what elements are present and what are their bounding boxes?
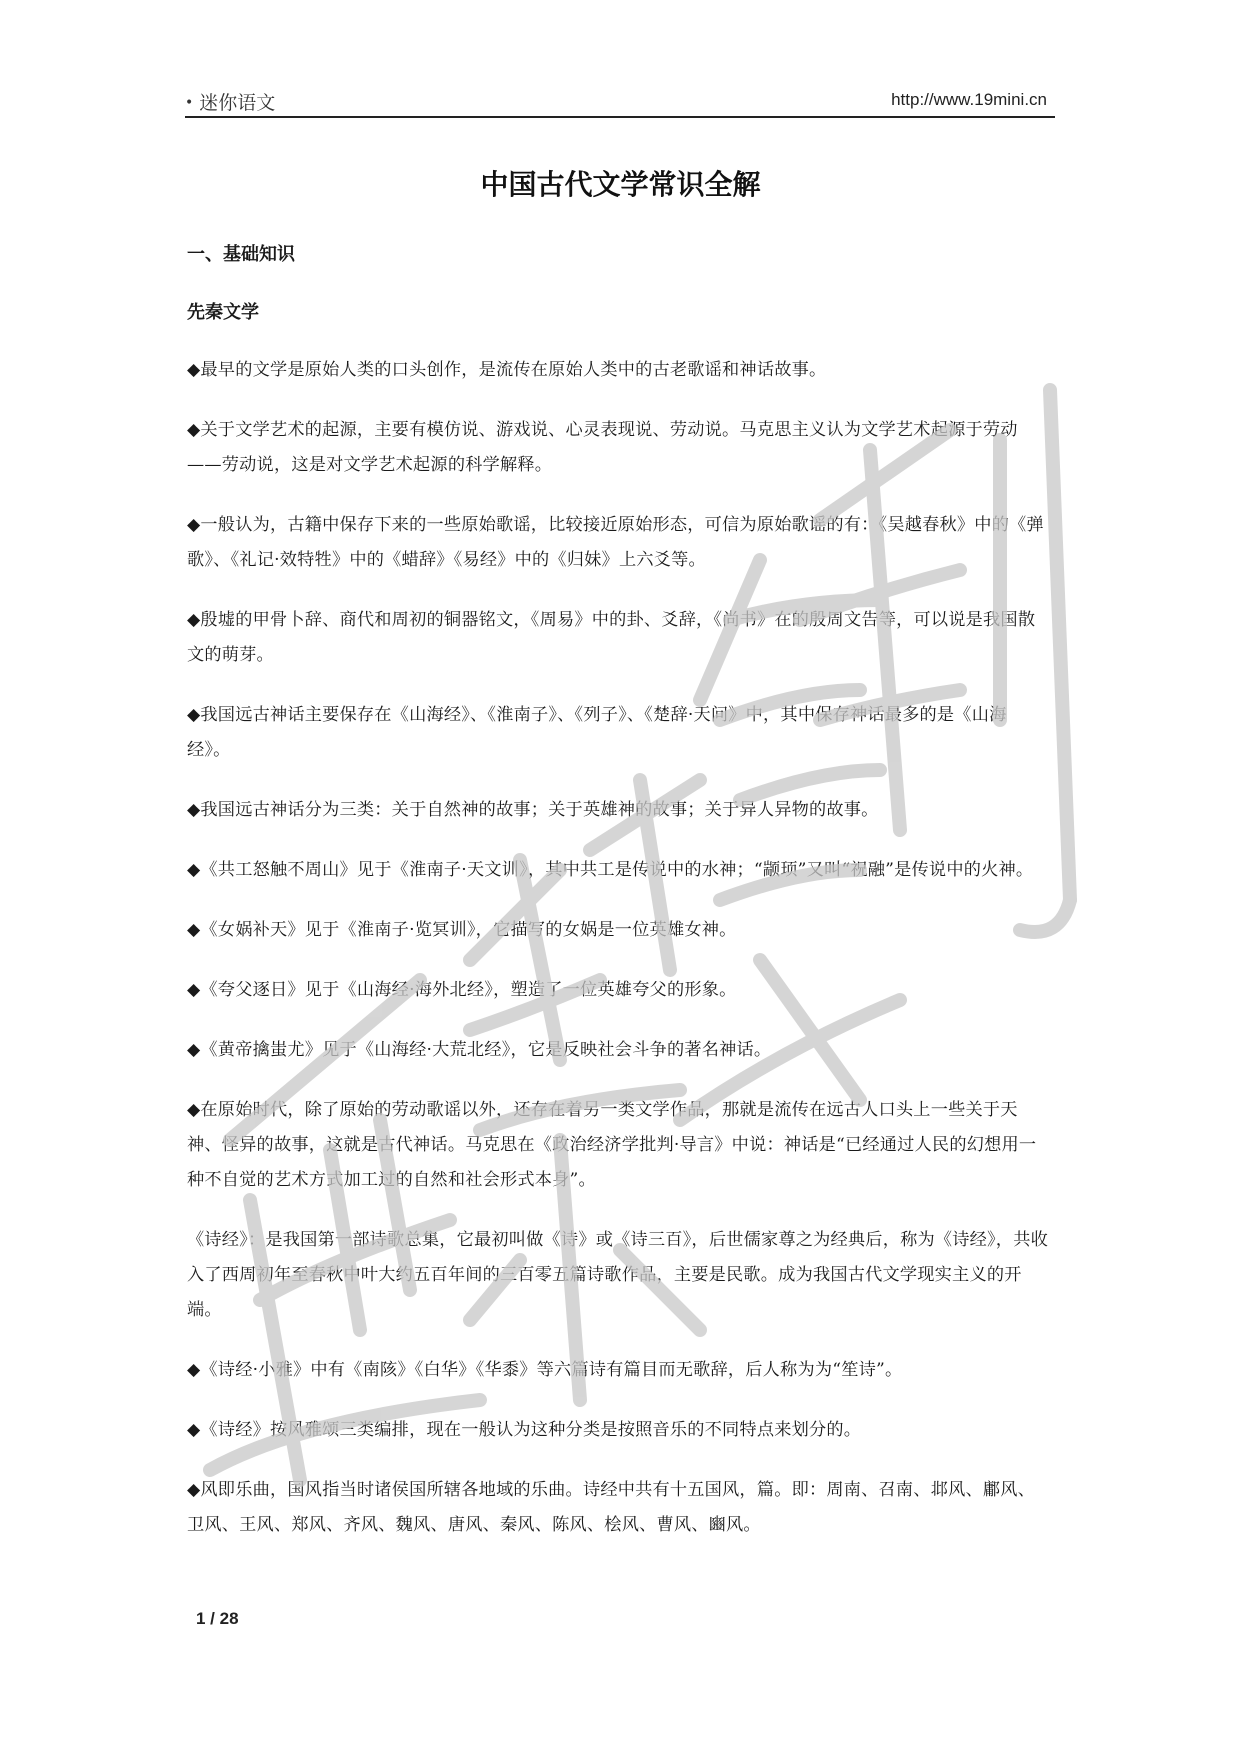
paragraph: ◆在原始时代，除了原始的劳动歌谣以外，还存在着另一类文学作品，那就是流传在远古人口头上一些关于天神、怪异的故事，这就是古代神话。马克思在《政治经济学批判·导言》中说：神话是“已经通过人民的幻想用一种不自觉的艺术方式加工过的自然和社会形式本身”。	[187, 1100, 1037, 1190]
header-url[interactable]: http://www.19mini.cn	[891, 90, 1047, 109]
page-header	[185, 88, 1055, 118]
paragraph: ◆最早的文学是原始人类的口头创作，是流传在原始人类中的古老歌谣和神话故事。	[187, 360, 827, 380]
header-site-name	[185, 88, 275, 115]
paragraph: ◆《诗经·小雅》中有《南陔》《白华》《华黍》等六篇诗有篇目而无歌辞，后人称为为“笙诗”。	[187, 1360, 903, 1380]
paragraph: ◆殷墟的甲骨卜辞、商代和周初的铜器铭文，《周易》中的卦、爻辞，《尚书》在的殷周文告等，可以说是我国散文的萌芽。	[187, 610, 1036, 665]
header-divider	[185, 116, 1055, 118]
paragraph: ◆一般认为，古籍中保存下来的一些原始歌谣，比较接近原始形态，可信为原始歌谣的有：《吴越春秋》中的《弹歌》、《礼记·效特牲》中的《蜡辞》《易经》中的《归妹》上六爻等。	[187, 515, 1044, 570]
paragraph: ◆我国远古神话主要保存在《山海经》、《淮南子》、《列子》、《楚辞·天问》中，其中保存神话最多的是《山海经》。	[187, 705, 1007, 760]
bullet-dot-icon: •	[185, 95, 194, 111]
paragraph: ◆《女娲补天》见于《淮南子·览冥训》，它描写的女娲是一位英雄女神。	[187, 920, 737, 940]
paragraph: ◆《夸父逐日》见于《山海经·海外北经》，塑造了一位英雄夸父的形象。	[187, 980, 737, 1000]
document-body	[187, 240, 1049, 1543]
paragraph: ◆关于文学艺术的起源，主要有模仿说、游戏说、心灵表现说、劳动说。马克思主义认为文学艺术起源于劳动——劳动说，这是对文学艺术起源的科学解释。	[187, 420, 1018, 475]
site-name-text: 迷你语文	[199, 92, 276, 114]
subsection-heading: 先秦文学	[187, 302, 259, 323]
paragraph: ◆《黄帝擒蚩尤》见于《山海经·大荒北经》，它是反映社会斗争的著名神话。	[187, 1040, 772, 1060]
paragraph: ◆我国远古神话分为三类：关于自然神的故事；关于英雄神的故事；关于异人异物的故事。	[187, 800, 879, 820]
document-title: 中国古代文学常识全解	[480, 168, 761, 201]
paragraph: ◆风即乐曲，国风指当时诸侯国所辖各地域的乐曲。诗经中共有十五国风，篇。即：周南、召南、邶风、鄘风、卫风、王风、郑风、齐风、魏风、唐风、秦风、陈风、桧风、曹风、豳风。	[187, 1480, 1036, 1535]
paragraph: 《诗经》：是我国第一部诗歌总集，它最初叫做《诗》或《诗三百》，后世儒家尊之为经典后，称为《诗经》，共收入了西周初年至春秋中叶大约五百年间的三百零五篇诗歌作品，主要是民歌。成为我国古代文学现实主义的开端。	[187, 1230, 1048, 1320]
section-heading: 一、基础知识	[187, 244, 295, 265]
page-number: 1 / 28	[196, 1609, 239, 1628]
paragraph: ◆《共工怒触不周山》见于《淮南子·天文训》，其中共工是传说中的水神；“颛顼”又叫“祝融”是传说中的火神。	[187, 860, 1034, 880]
paragraph: ◆《诗经》按风雅颂三类编排，现在一般认为这种分类是按照音乐的不同特点来划分的。	[187, 1420, 862, 1440]
